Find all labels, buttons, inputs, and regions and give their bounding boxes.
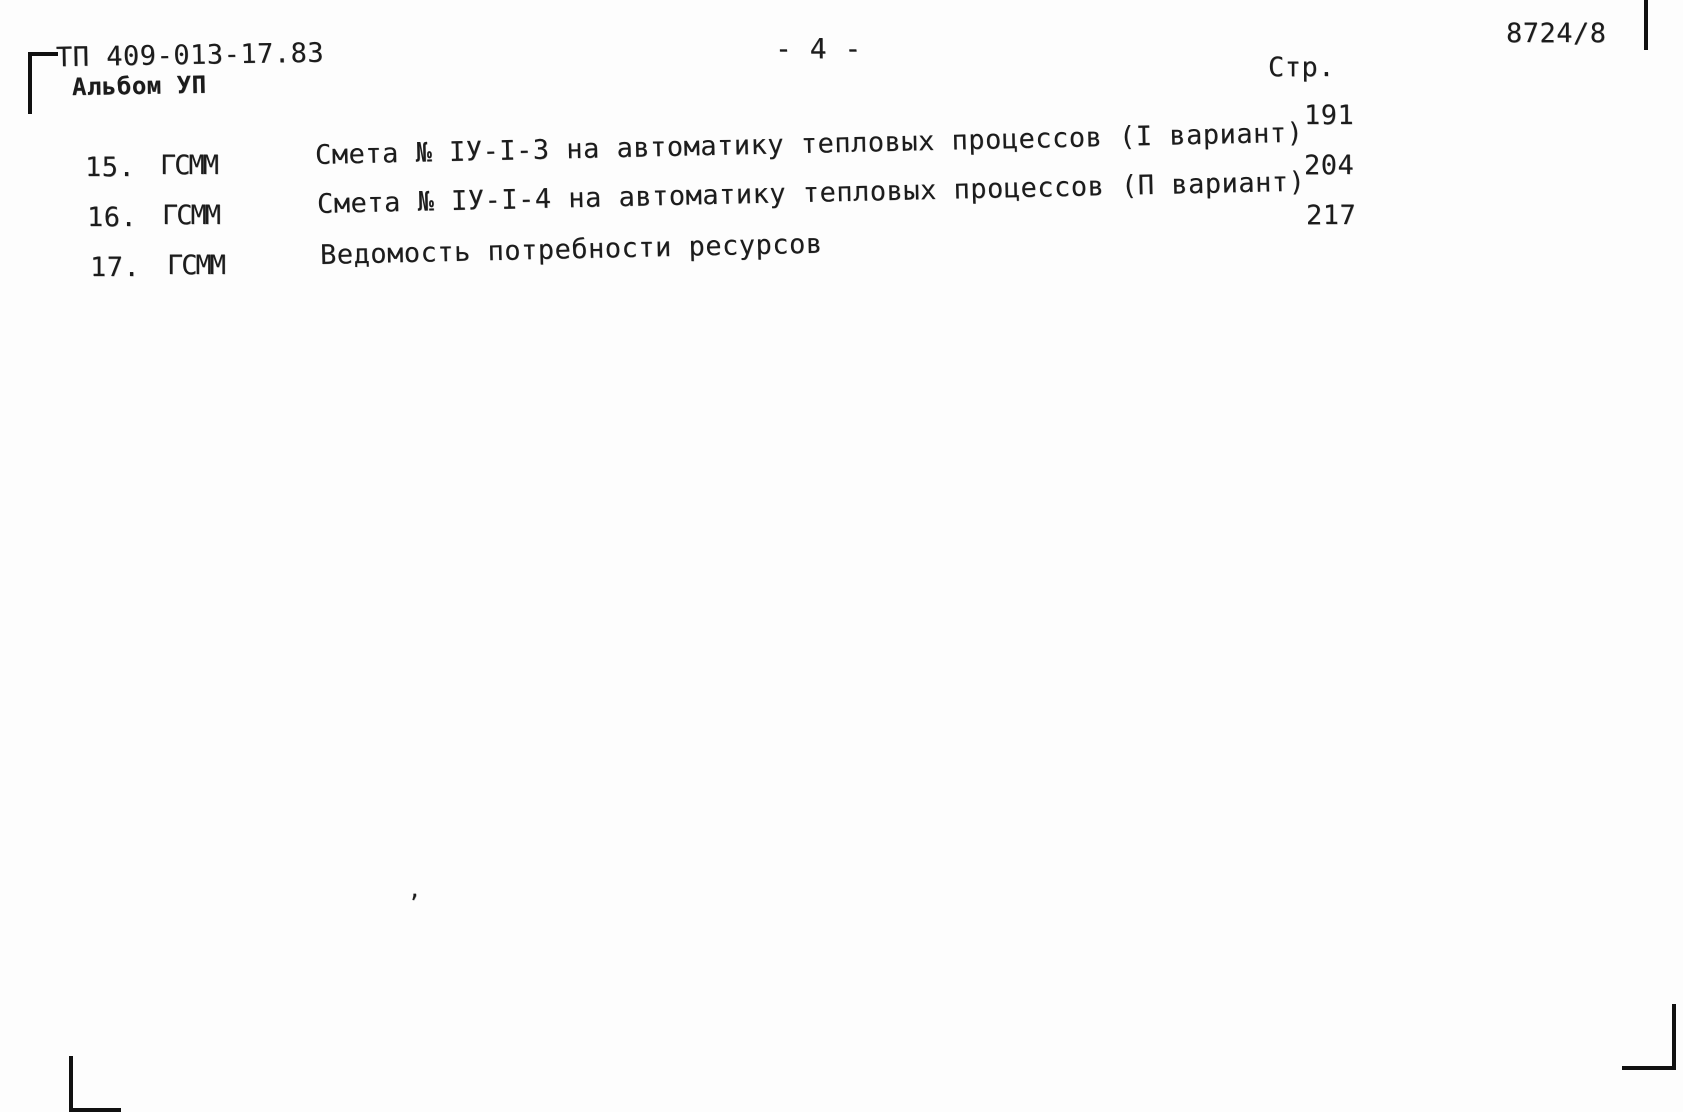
album-label: Альбом УП — [71, 70, 207, 102]
row-number: 16. — [87, 202, 138, 233]
row-title: Смета № IУ-I-3 на автоматику тепловых процессов (I вариант) — [314, 117, 1304, 171]
row-organization: ГСММ — [160, 150, 218, 181]
frame-corner-bottom-right-horizontal — [1622, 1066, 1676, 1070]
row-title: Смета № IУ-I-4 на автоматику тепловых процессов (П вариант) — [316, 166, 1306, 220]
row-page-number: 204 — [1304, 150, 1355, 181]
row-page-number: 191 — [1304, 100, 1355, 131]
row-title: Ведомость потребности ресурсов — [319, 228, 823, 271]
row-number: 15. — [85, 152, 136, 183]
page-column-label: Стр. — [1268, 52, 1336, 83]
document-code: ТП 409-013-17.83 — [55, 37, 325, 74]
row-page-number: 217 — [1306, 200, 1357, 231]
row-number: 17. — [90, 252, 141, 283]
frame-corner-top-left-vertical — [28, 52, 32, 114]
row-organization: ГСММ — [162, 200, 220, 231]
frame-corner-bottom-right-vertical — [1672, 1004, 1676, 1070]
stray-comma-mark: , — [408, 878, 422, 903]
page-marker: - 4 - — [775, 32, 862, 65]
row-organization: ГСММ — [167, 250, 225, 281]
frame-corner-bottom-left-horizontal — [69, 1108, 121, 1112]
frame-corner-bottom-left-vertical — [69, 1056, 73, 1112]
frame-corner-top-right-vertical — [1644, 0, 1648, 50]
sheet-number: 8724/8 — [1506, 18, 1607, 49]
frame-corner-top-left-horizontal — [28, 52, 58, 56]
